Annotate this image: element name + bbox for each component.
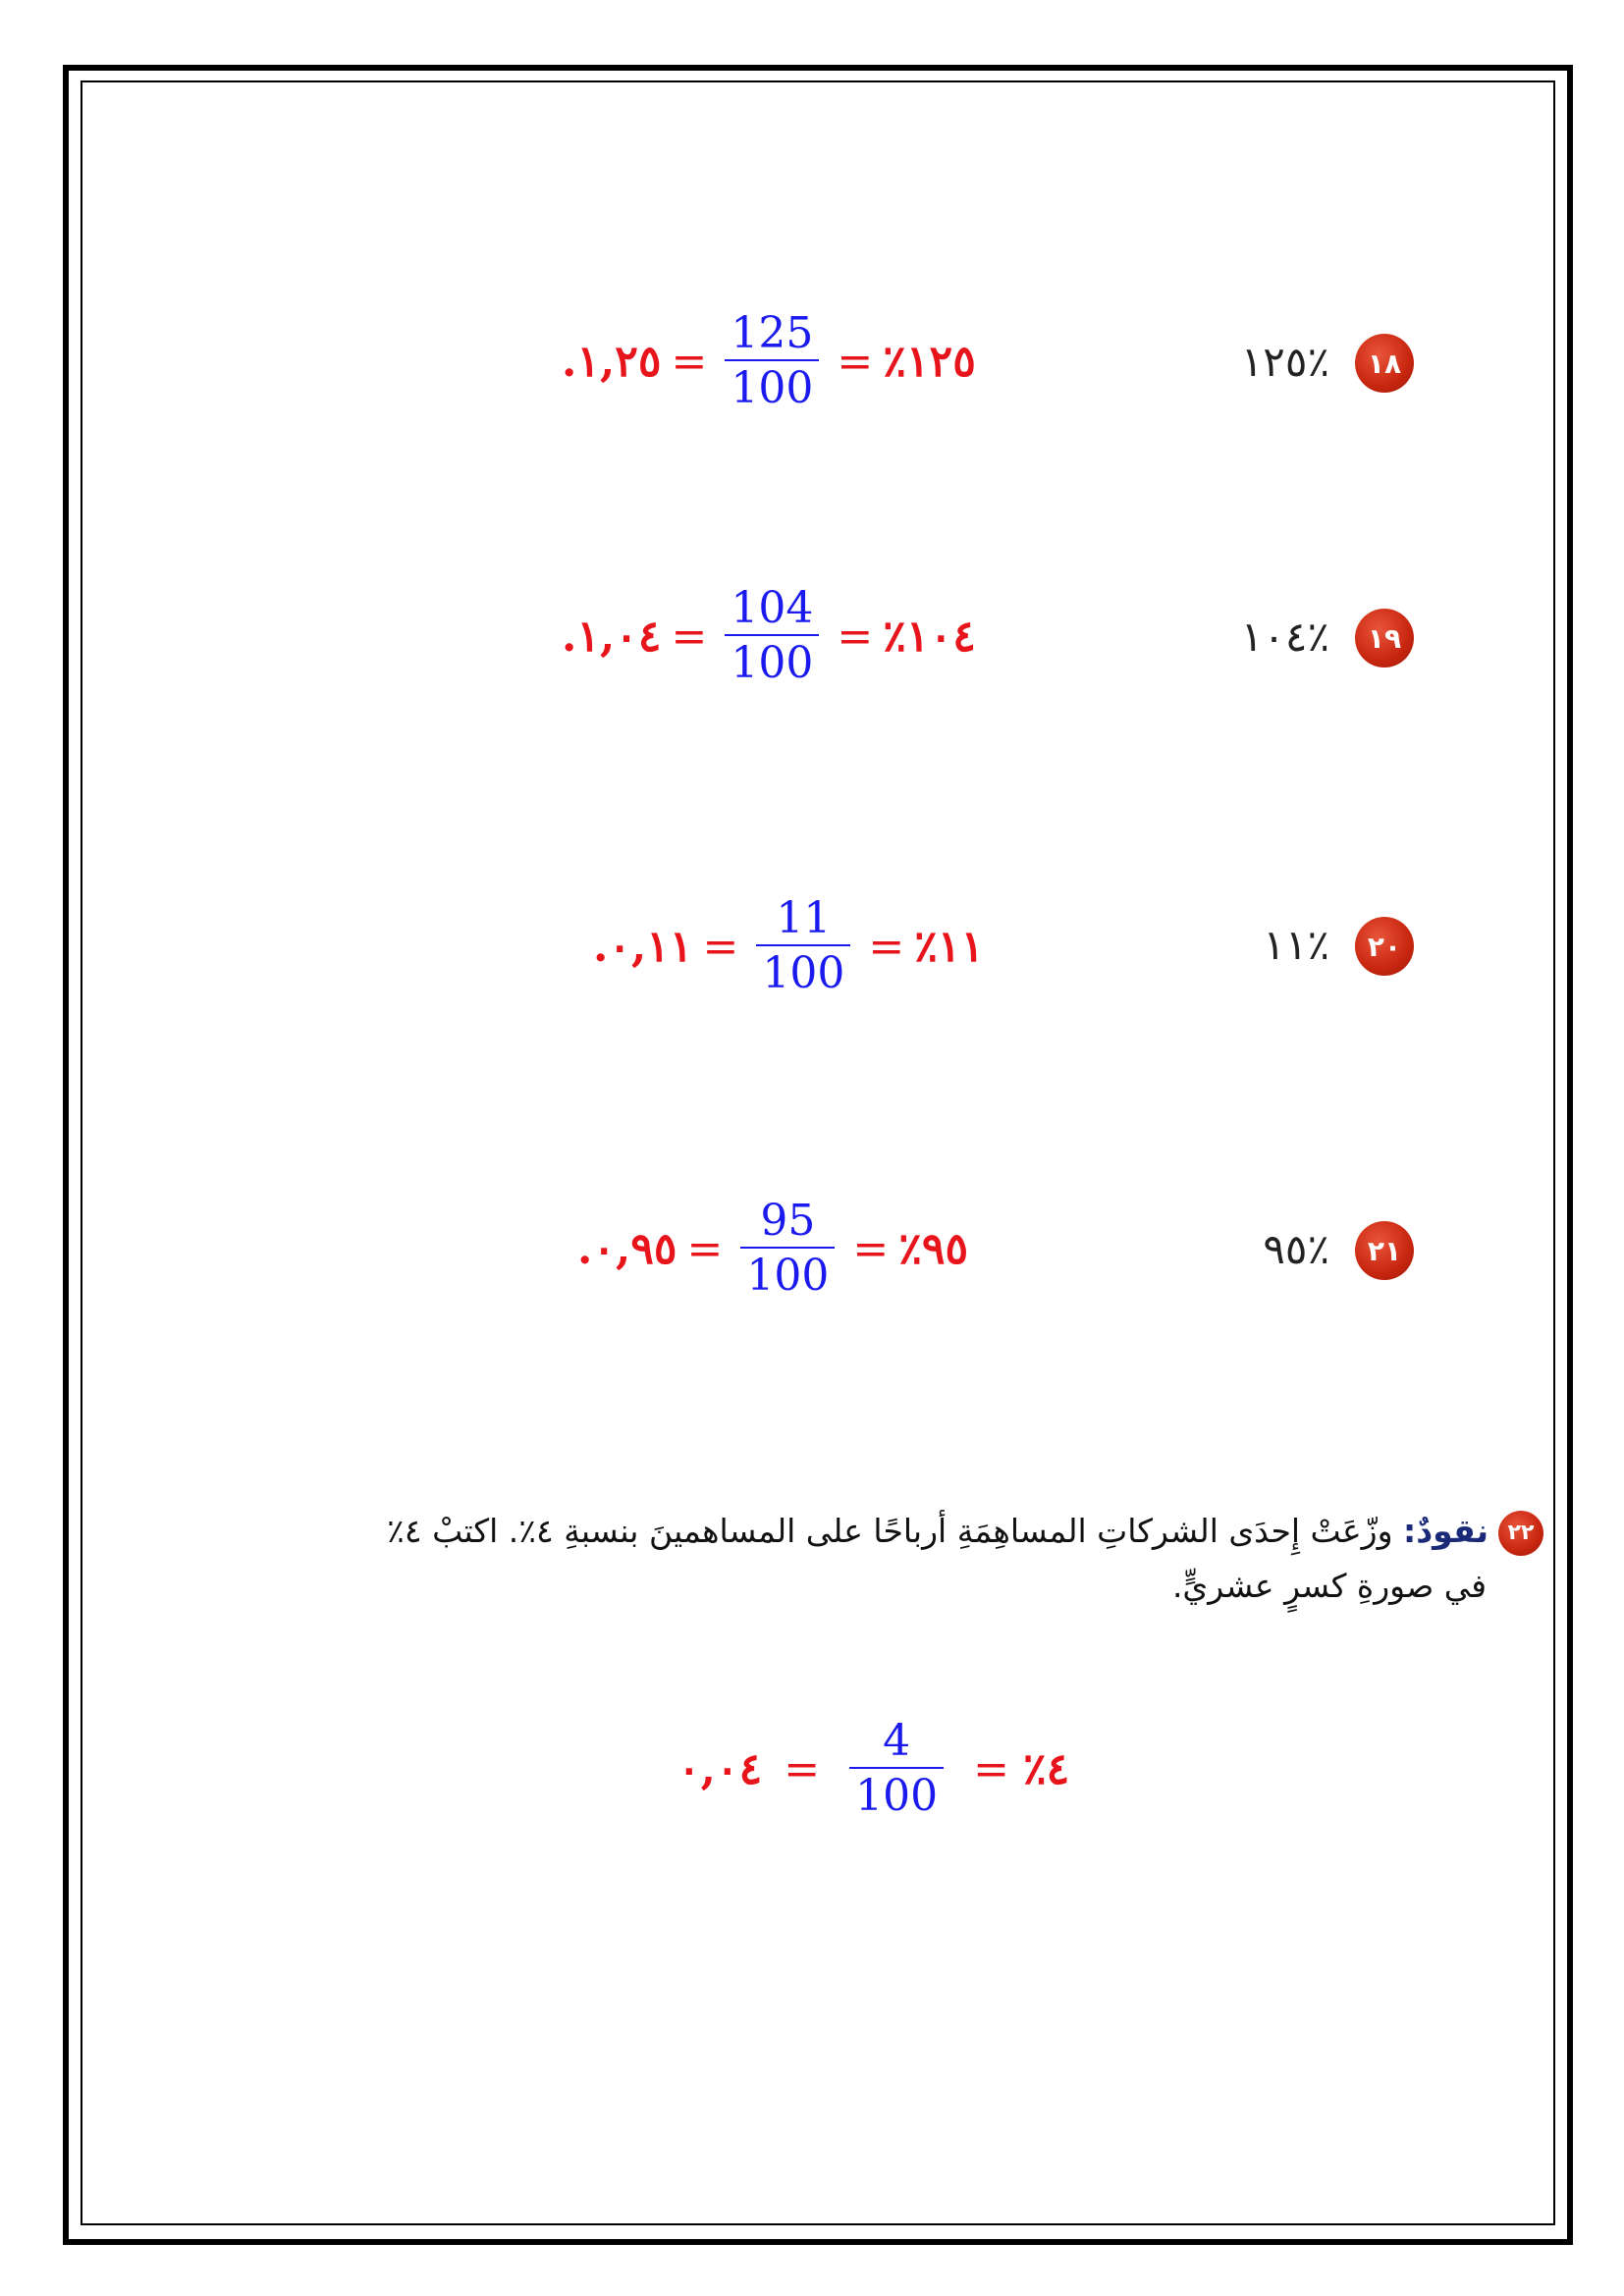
problem-18 xyxy=(0,308,1624,430)
word-problem-solution xyxy=(677,1716,1070,1821)
problem-20 xyxy=(0,895,1624,1013)
problem-number-badge: ٢٢ xyxy=(1498,1511,1543,1556)
solution-equation xyxy=(562,583,976,688)
given-percent: ٪١٢٥ xyxy=(1240,338,1329,386)
fraction-numerator: 4 xyxy=(883,1716,911,1766)
answer-decimal: .١,٠٤ xyxy=(562,611,662,662)
fraction xyxy=(849,1716,944,1821)
given-percent: ٪١٠٤ xyxy=(1240,613,1329,661)
fraction-denominator: 100 xyxy=(731,638,814,688)
fraction-denominator: 100 xyxy=(731,363,814,413)
percent-value: ٪٩٥ xyxy=(898,1223,969,1274)
equals-sign: = xyxy=(837,611,874,662)
fraction-denominator: 100 xyxy=(746,1251,830,1301)
problem-number-badge: ١٩ xyxy=(1355,609,1414,667)
answer-decimal: ٠,٠٤ xyxy=(677,1743,763,1794)
word-problem-label: نقودٌ: xyxy=(1403,1512,1489,1550)
fraction-denominator: 100 xyxy=(855,1771,939,1821)
equals-sign: = xyxy=(852,1223,890,1274)
problem-19 xyxy=(0,583,1624,705)
equals-sign: = xyxy=(837,336,874,387)
fraction-numerator: 104 xyxy=(731,583,814,633)
fraction-denominator: 100 xyxy=(762,948,845,998)
solution-equation xyxy=(593,893,985,998)
word-problem-text: وزّعَتْ إِحدَى الشركاتِ المساهِمَةِ أرباحًا على المساهمينَ بنسبةِ ٤٪. اكتبْ ٤٪ xyxy=(387,1512,1393,1550)
fraction-numerator: 125 xyxy=(731,308,814,358)
given-percent: ٪٩٥ xyxy=(1263,1225,1329,1273)
percent-value: ٪١٠٤ xyxy=(883,611,976,662)
problem-number-badge: ٢١ xyxy=(1355,1221,1414,1280)
fraction xyxy=(756,893,850,998)
given-percent: ٪١١ xyxy=(1263,921,1329,969)
word-problem-line-1 xyxy=(139,1504,1543,1559)
fraction xyxy=(725,308,819,413)
fraction xyxy=(740,1196,835,1301)
fraction-numerator: 95 xyxy=(760,1196,816,1246)
equals-sign: = xyxy=(868,921,905,972)
equals-sign: = xyxy=(784,1743,821,1794)
percent-value: ٪٤ xyxy=(1022,1743,1070,1794)
problem-number-badge: ١٨ xyxy=(1355,334,1414,393)
percent-value: ٪١١ xyxy=(914,921,985,972)
answer-decimal: .٠,١١ xyxy=(593,921,693,972)
fraction-numerator: 11 xyxy=(776,893,832,943)
percent-value: ٪١٢٥ xyxy=(883,336,976,387)
equals-sign: = xyxy=(671,336,708,387)
problem-21 xyxy=(0,1196,1624,1317)
word-problem-line-2: في صورةِ كسرٍ عشريٍّ. xyxy=(1171,1567,1487,1605)
fraction xyxy=(725,583,819,688)
problem-number-badge: ٢٠ xyxy=(1355,917,1414,976)
solution-equation xyxy=(562,308,976,413)
answer-decimal: .٠,٩٥ xyxy=(577,1223,677,1274)
equals-sign: = xyxy=(973,1743,1009,1794)
equals-sign: = xyxy=(702,921,739,972)
word-problem-22 xyxy=(139,1504,1543,1614)
equals-sign: = xyxy=(671,611,708,662)
solution-equation xyxy=(577,1196,969,1301)
equals-sign: = xyxy=(686,1223,724,1274)
answer-decimal: .١,٢٥ xyxy=(562,336,662,387)
